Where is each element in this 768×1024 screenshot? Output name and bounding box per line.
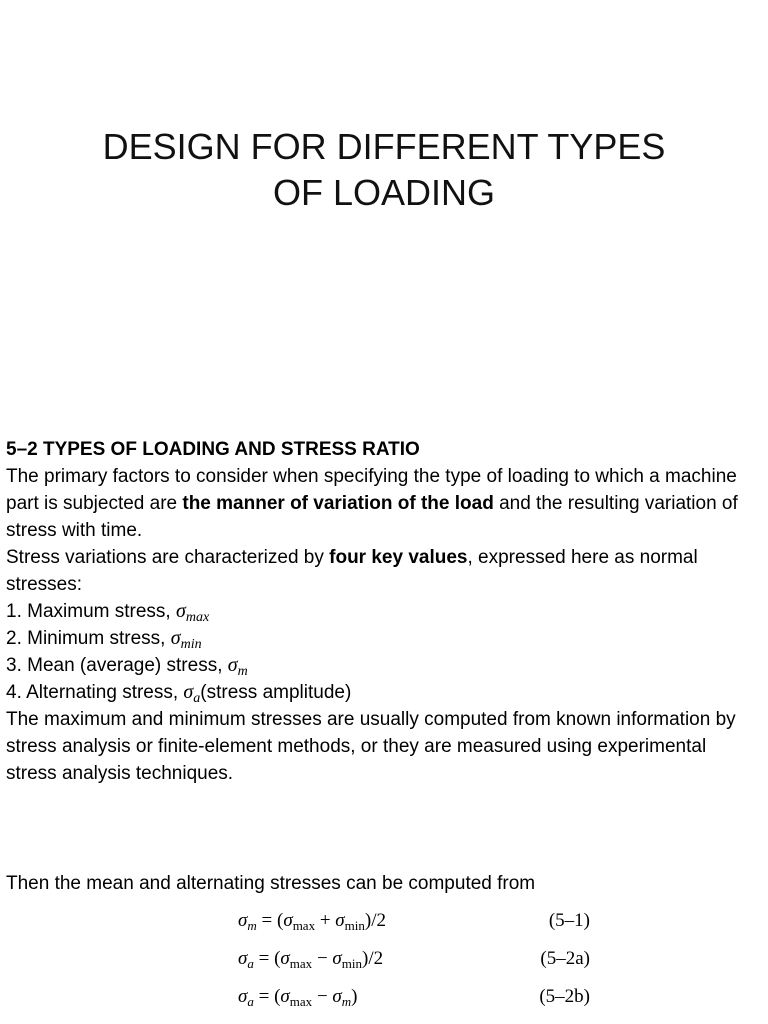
lead-sentence: Then the mean and alternating stresses can be computed from	[6, 873, 536, 894]
title-line-2: OF LOADING	[272, 172, 496, 213]
stress-symbol: $\sigma_{max}$	[175, 600, 210, 625]
equation-number: (5–1)	[548, 910, 590, 931]
list-item-label: 3. Mean (average) stress,	[6, 655, 228, 676]
equation-number: (5–2a)	[540, 948, 590, 969]
paragraph-key-values	[6, 544, 762, 598]
equation-row	[238, 910, 608, 948]
list-item	[6, 625, 762, 652]
equation-number: (5–2b)	[539, 986, 590, 1007]
equation-row	[238, 948, 608, 986]
list-item-label: 2. Minimum stress,	[6, 628, 171, 649]
para2-bold: four key values	[329, 547, 468, 568]
paragraph-load-variation	[6, 463, 762, 544]
content-body	[6, 436, 762, 787]
para2-text-a: Stress variations are characterized by	[6, 547, 330, 568]
para1-text-b: and the resulting variation of stress with time.	[6, 493, 738, 541]
equation-formula: $\sigma_m = (\sigma_{max} + \sigma_{min})/2$	[238, 910, 387, 933]
title-line-1: DESIGN FOR DIFFERENT TYPES	[102, 126, 666, 167]
list-item	[6, 652, 762, 679]
slide-title	[0, 124, 768, 216]
para1-text-a: The primary factors to consider when specifying the type of loading to which a machine part is subjected are	[6, 466, 737, 514]
equation-row	[238, 986, 608, 1024]
equation-formula: $\sigma_a = (\sigma_{max} - \sigma_m)$	[238, 986, 358, 1009]
equation-formula: $\sigma_a = (\sigma_{max} - \sigma_{min})/2$	[238, 948, 384, 971]
stress-symbol: $\sigma_{min}$	[170, 627, 202, 652]
para1-bold: the manner of variation of the load	[182, 493, 494, 514]
para2-text-b: , expressed here as normal stresses:	[6, 547, 698, 595]
list-item-note: (stress amplitude)	[200, 682, 352, 703]
equation-block	[238, 910, 608, 1024]
stress-symbol: $\sigma_a$	[183, 681, 201, 706]
paragraph-computation: The maximum and minimum stresses are usually computed from known information by stress analysis or finite-element methods, or they are measured using experimental stress analysis techniques.	[6, 709, 736, 784]
stress-symbol: $\sigma_m$	[227, 654, 248, 679]
list-item-label: 1. Maximum stress,	[6, 601, 176, 622]
list-item	[6, 679, 762, 706]
list-item	[6, 598, 762, 625]
list-item-label: 4. Alternating stress,	[6, 682, 184, 703]
section-heading: 5–2 TYPES OF LOADING AND STRESS RATIO	[6, 439, 420, 460]
